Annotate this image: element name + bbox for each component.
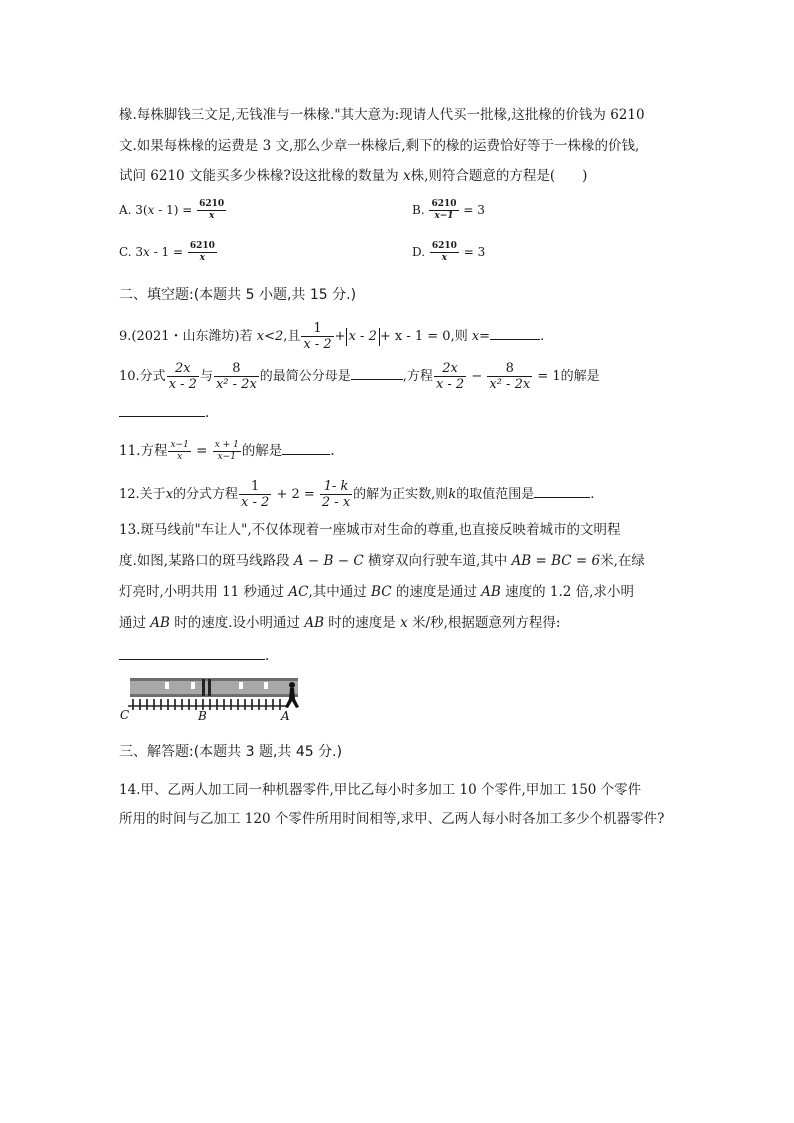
fraction [487, 362, 532, 391]
numerator: 2x [167, 362, 199, 377]
segment-ab: AB [304, 615, 325, 631]
denominator: x - 2 [241, 495, 270, 510]
question-11 [119, 441, 335, 462]
q14-line-1: 14.甲、乙两人加工同一种机器零件,甲比乙每小时多加工 10 个零件,甲加工 150 个零件 [119, 782, 642, 798]
intro-line-3 [119, 167, 587, 185]
q13-path: A − B − C [293, 553, 364, 569]
q14-line-2: 所用的时间与乙加工 120 个零件所用时间相等,求甲、乙两人每小时各加工多少个机器零件? [119, 811, 665, 827]
variable-x: x [165, 487, 174, 502]
point-a-label: A [281, 709, 290, 723]
q10-text: − [467, 369, 487, 384]
q13-answer-line [119, 647, 269, 665]
option-c[interactable] [119, 242, 218, 263]
denominator: 2 - x [321, 495, 351, 510]
q11-text: 的解是 [241, 443, 283, 459]
crosswalk-diagram [118, 673, 308, 723]
fraction [168, 441, 190, 462]
q13-text: 度.如图,某路口的斑马线路段 [119, 553, 294, 569]
q13-text: 灯亮时,小明共用 11 秒通过 [119, 584, 289, 600]
option-c-label: C. 3 [119, 245, 144, 259]
q9-text: . [540, 329, 545, 344]
numerator: x−1 [170, 440, 189, 450]
fraction [214, 362, 259, 391]
q10-text: ,方程 [402, 369, 433, 384]
numerator: x + 1 [214, 440, 239, 450]
denominator: x² - 2x [489, 377, 531, 392]
fraction [430, 242, 459, 263]
denominator: x [441, 253, 448, 263]
numerator: 6210 [431, 199, 457, 209]
q9-text: 9.(2021・山东潍坊)若 [119, 329, 257, 344]
q13-text: 米,在绿 [600, 553, 645, 569]
q11-text: = [191, 443, 212, 459]
answer-blank[interactable] [119, 647, 265, 660]
option-a[interactable] [119, 200, 227, 221]
segment-ab: AB [150, 615, 170, 631]
q13-text: 速度的 1.2 倍,求小明 [500, 584, 634, 600]
variable-x: x [147, 203, 155, 217]
denominator: x² - 2x [215, 377, 257, 392]
numerator: 6210 [189, 241, 215, 251]
q11-text: . [330, 443, 335, 459]
denominator: x−1 [217, 452, 236, 462]
segment-ab: AB [481, 584, 501, 600]
question-10 [119, 362, 600, 391]
q9-text: = [479, 329, 491, 344]
option-c-text: - 1 = [149, 245, 187, 259]
road-edge [130, 678, 298, 681]
intro-text: 试问 6210 文能买多少株椽?设这批椽的数量为 [119, 168, 403, 184]
q13-equation: AB = BC = 6 [511, 553, 601, 569]
q9-text: + [334, 329, 346, 344]
fraction [320, 480, 352, 509]
answer-blank[interactable] [534, 485, 590, 498]
intro-line-2: 文.如果每株椽的运费是 3 文,那么少章一株椽后,剩下的椽的运费恰好等于一株椽的价钱, [119, 138, 640, 154]
numerator: 2x [434, 362, 466, 377]
fraction [301, 322, 333, 351]
q13-text: 时的速度是 [324, 615, 401, 631]
q13-text: . [265, 648, 270, 664]
answer-blank[interactable] [119, 404, 205, 417]
point-b-label: B [198, 709, 207, 723]
variable-x: x [400, 615, 408, 631]
denominator: x [199, 253, 206, 263]
q13-text: ,其中通过 [308, 584, 372, 600]
denominator: x [177, 452, 183, 462]
q12-text: 的解为正实数,则 [353, 487, 449, 502]
option-b[interactable] [412, 200, 485, 221]
q13-text: 米/秒,根据题意列方程得: [407, 615, 561, 631]
denominator: x [208, 211, 215, 221]
option-b-text: = 3 [459, 203, 485, 217]
option-d[interactable] [412, 242, 485, 263]
denominator: x−1 [434, 211, 454, 221]
q13-line-1: 13.斑马线前"车让人",不仅体现着一座城市对生命的尊重,也直接反映着城市的文明程 [119, 522, 621, 538]
crosswalk-figure [118, 673, 308, 723]
q9-text: + x - 1 = 0,则 [379, 329, 472, 344]
q9-condition: x<2 [256, 329, 284, 344]
q13-line-4 [119, 614, 560, 632]
denominator: x - 2 [168, 377, 197, 392]
fraction [434, 362, 466, 391]
q10-text: 与 [199, 369, 213, 384]
denominator: x - 2 [435, 377, 465, 392]
center-line [202, 679, 205, 696]
intro-line-1: 椽.每株脚钱三文足,无钱准与一株椽."其大意为:现请人代买一批椽,这批椽的价钱为 6210 [119, 107, 645, 123]
q10-text: . [205, 405, 210, 421]
road-stripe [130, 680, 298, 695]
q11-text: 11.方程 [119, 443, 168, 459]
question-12 [119, 480, 594, 509]
variable-x: x [143, 245, 150, 259]
denominator: x - 2 [303, 337, 332, 352]
q10-answer-line [119, 404, 209, 422]
absolute-value: x - 2 [346, 328, 380, 346]
fraction [213, 441, 241, 462]
fraction [197, 200, 226, 221]
road-edge [130, 694, 298, 697]
fraction [429, 200, 458, 221]
q13-text: 时的速度.设小明通过 [169, 615, 305, 631]
q13-text: 通过 [119, 615, 151, 631]
fraction [167, 362, 199, 391]
q10-text: = 1的解是 [533, 369, 600, 384]
numerator: 1 [301, 322, 333, 337]
segment-ac: AC [288, 584, 309, 600]
q10-text: 的最简公分母是 [259, 369, 351, 384]
section-3-title: 三、解答题:(本题共 3 题,共 45 分.) [119, 744, 343, 760]
option-a-label: A. 3( [119, 203, 148, 217]
point-c-label: C [120, 708, 130, 722]
q10-text: 10.分式 [119, 369, 166, 384]
q13-text: 的速度是通过 [391, 584, 482, 600]
variable-x: x [402, 168, 411, 184]
variable-x: x [471, 329, 480, 344]
intro-text: 株,则符合题意的方程是( ) [410, 168, 588, 184]
answer-blank[interactable] [351, 367, 403, 380]
numerator: 8 [487, 362, 532, 377]
numerator: 1 [239, 480, 271, 495]
fraction [188, 242, 217, 263]
option-d-label: D. [412, 245, 429, 259]
variable-k: k [448, 487, 457, 502]
section-2-title: 二、填空题:(本题共 5 小题,共 15 分.) [119, 287, 357, 303]
answer-blank[interactable] [490, 327, 540, 340]
answer-blank[interactable] [282, 442, 330, 455]
q13-line-3 [119, 583, 634, 601]
q13-line-2 [119, 552, 645, 570]
option-d-text: = 3 [459, 245, 486, 259]
q12-text: 12.关于 [119, 487, 166, 502]
q12-text: . [590, 487, 595, 502]
center-line [208, 679, 211, 696]
numerator: 6210 [199, 199, 225, 209]
question-9 [119, 322, 544, 351]
q12-text: 的分式方程 [173, 487, 239, 502]
numerator: 6210 [431, 241, 457, 251]
segment-bc: BC [371, 584, 392, 600]
q12-text: 的取值范围是 [456, 487, 535, 502]
option-b-label: B. [412, 203, 429, 217]
q13-text: 横穿双向行驶车道,其中 [363, 553, 512, 569]
numerator: 8 [214, 362, 259, 377]
q9-text: ,且 [283, 329, 301, 344]
option-a-text: - 1) = [154, 203, 197, 217]
numerator: 1- k [320, 480, 352, 495]
q12-text: + 2 = [272, 487, 319, 502]
fraction [239, 480, 271, 509]
